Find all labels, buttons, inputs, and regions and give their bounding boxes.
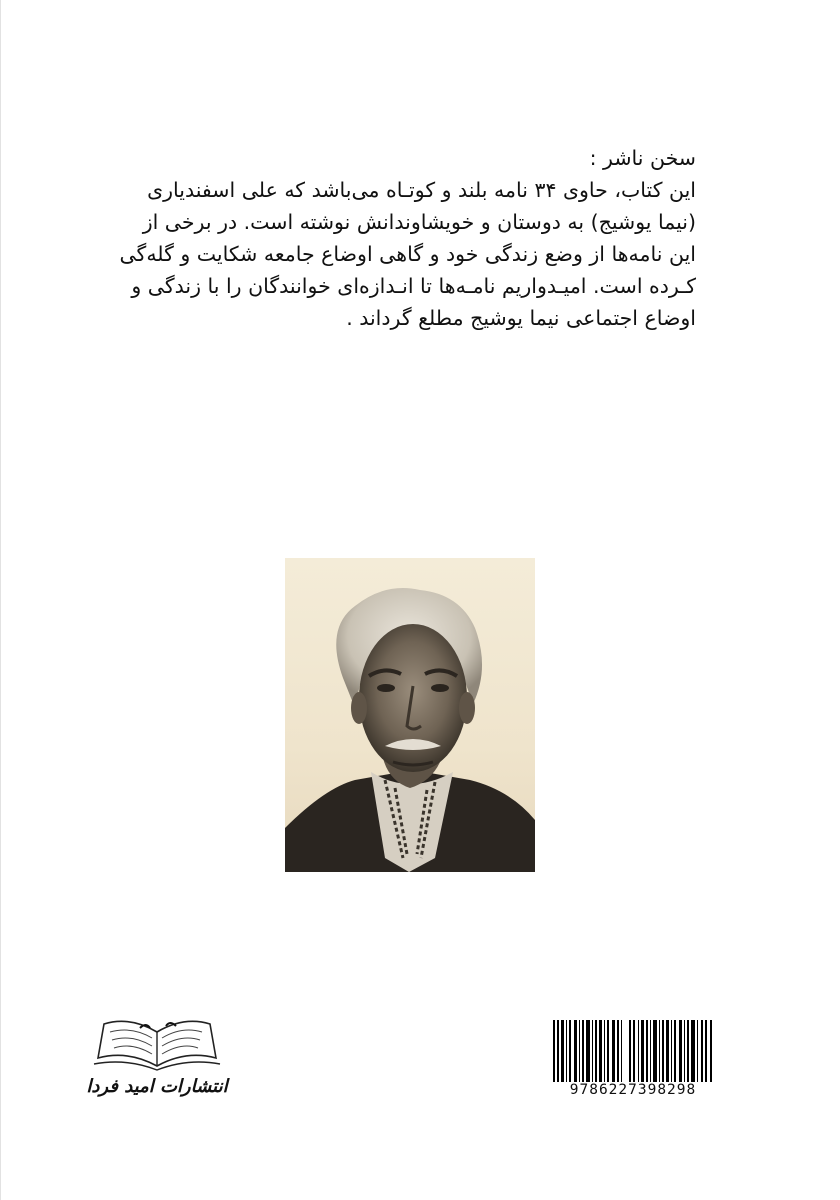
author-portrait	[285, 558, 535, 872]
publisher-logo	[82, 1014, 232, 1114]
isbn-barcode	[545, 1020, 721, 1110]
isbn-number: 9786227398298	[545, 1082, 721, 1098]
note-line: کـرده است. امیـدواریم نامـه‌ها تا انـدازه‌ای خوانندگان را با زندگی و	[131, 274, 696, 298]
note-line: (نیما یوشیج) به دوستان و خویشاوندانش نوشته است. در برخی از	[142, 210, 696, 234]
note-line: این نامه‌ها از وضع زندگی خود و گاهی اوضاع جامعه شکایت و گله‌گی	[119, 242, 696, 266]
note-heading: سخن ناشر :	[589, 146, 696, 170]
note-line: اوضاع اجتماعی نیما یوشیج مطلع گرداند .	[346, 306, 696, 330]
portrait-image	[285, 558, 535, 872]
open-book-icon	[90, 1014, 224, 1072]
publisher-note	[119, 142, 696, 334]
publisher-name: انتشارات امید فردا	[86, 1076, 228, 1097]
barcode-bars	[551, 1020, 715, 1090]
note-line: این کتاب، حاوی ۳۴ نامه بلند و کوتـاه می‌باشد که علی اسفندیاری	[147, 178, 696, 202]
